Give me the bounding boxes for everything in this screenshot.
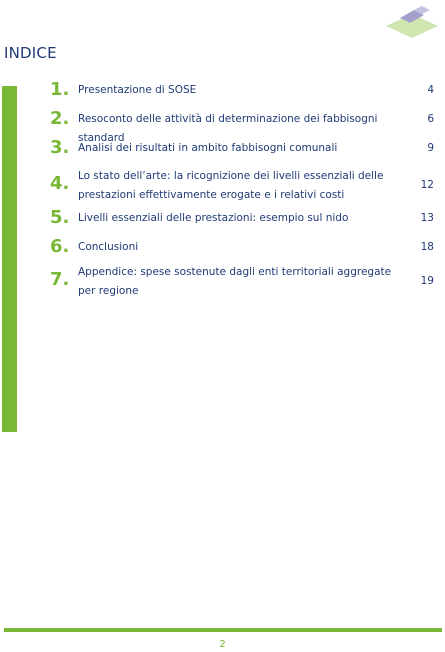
sidebar-accent-bar [2,86,17,432]
toc-page: 19 [420,275,434,287]
toc-number: 7. [50,269,70,290]
toc-number: 6. [50,236,70,257]
logo-icon [380,2,440,42]
toc-page: 6 [427,113,434,125]
toc-title: Livelli essenziali delle prestazioni: esempio sul nido [78,212,349,224]
toc-page: 12 [420,179,434,191]
page-title: INDICE [4,44,57,62]
toc-title: Analisi dei risultati in ambito fabbisogni comunali [78,142,338,154]
page-number: 2 [219,639,226,650]
toc-title: Appendice: spese sostenute dagli enti territoriali aggregate per regione [78,266,392,297]
toc-number: 4. [50,173,70,194]
toc-number: 3. [50,137,70,158]
toc-page: 4 [427,84,434,96]
toc-number: 5. [50,207,70,228]
toc-title: Presentazione di SOSE [78,84,197,96]
toc-title: Lo stato dell’arte: la ricognizione dei livelli essenziali delle prestazioni effettivamente erogate e i relativi costi [78,170,384,201]
toc-title: Conclusioni [78,241,139,253]
footer-divider [4,628,442,632]
toc-page: 18 [420,241,434,253]
toc-number: 1. [50,79,70,100]
toc-title: Resoconto delle attività di determinazione dei fabbisogni standard [78,113,378,144]
toc-number: 2. [50,108,70,129]
toc-page: 13 [420,212,434,224]
toc-page: 9 [427,142,434,154]
